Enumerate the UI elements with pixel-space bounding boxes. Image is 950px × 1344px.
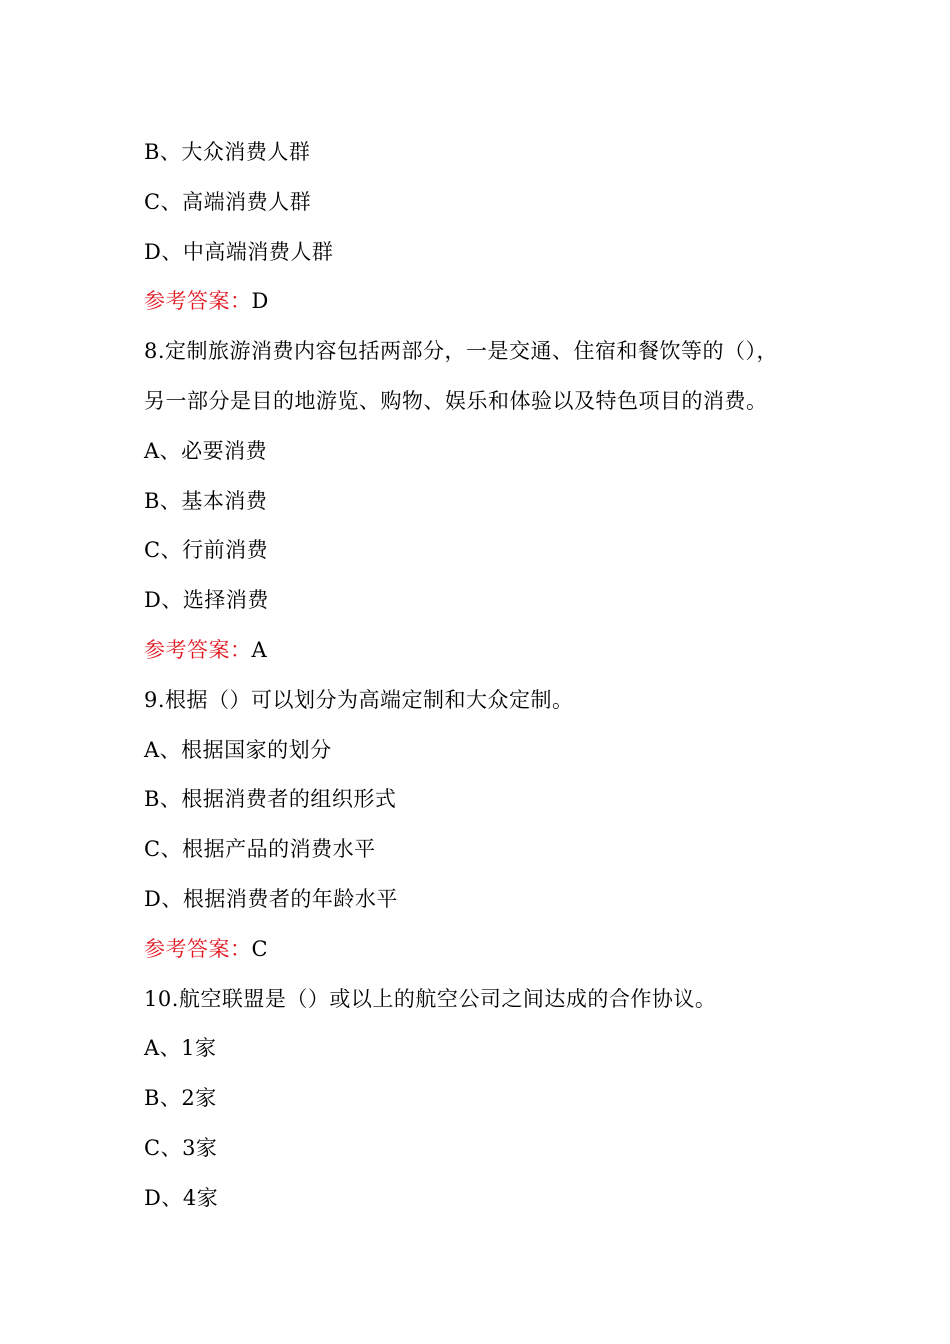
option-a: A、1家 (144, 1036, 217, 1060)
answer-label: 参考答案： (144, 937, 252, 961)
answer-value: C (251, 937, 269, 961)
answer-label: 参考答案： (144, 638, 252, 662)
option-c: C、3家 (144, 1136, 218, 1160)
option-b: B、根据消费者的组织形式 (144, 787, 397, 811)
option-b: B、2家 (144, 1086, 217, 1110)
option-c: C、根据产品的消费水平 (144, 837, 376, 861)
option-d: D、选择消费 (144, 588, 269, 612)
question-10: 10.航空联盟是（）或以上的航空公司之间达成的合作协议。 (144, 987, 717, 1011)
option-c: C、行前消费 (144, 538, 269, 562)
option-a: A、必要消费 (144, 439, 268, 463)
option-d: D、4家 (144, 1186, 219, 1210)
answer-value: A (251, 638, 268, 662)
option-d: D、中高端消费人群 (144, 240, 334, 264)
option-c: C、高端消费人群 (144, 190, 312, 214)
option-b: B、基本消费 (144, 489, 268, 513)
question-9: 9.根据（）可以划分为高端定制和大众定制。 (144, 688, 574, 712)
option-d: D、根据消费者的年龄水平 (144, 887, 398, 911)
question-8: 8.定制旅游消费内容包括两部分，一是交通、住宿和餐饮等的（）， (144, 339, 779, 363)
reference-answer (144, 637, 267, 663)
reference-answer (144, 288, 269, 314)
question-8-continued: 另一部分是目的地游览、购物、娱乐和体验以及特色项目的消费。 (144, 389, 768, 413)
option-b: B、大众消费人群 (144, 140, 311, 164)
answer-label: 参考答案： (144, 289, 252, 313)
reference-answer (144, 936, 268, 962)
answer-value: D (251, 289, 269, 313)
option-a: A、根据国家的划分 (144, 738, 332, 762)
